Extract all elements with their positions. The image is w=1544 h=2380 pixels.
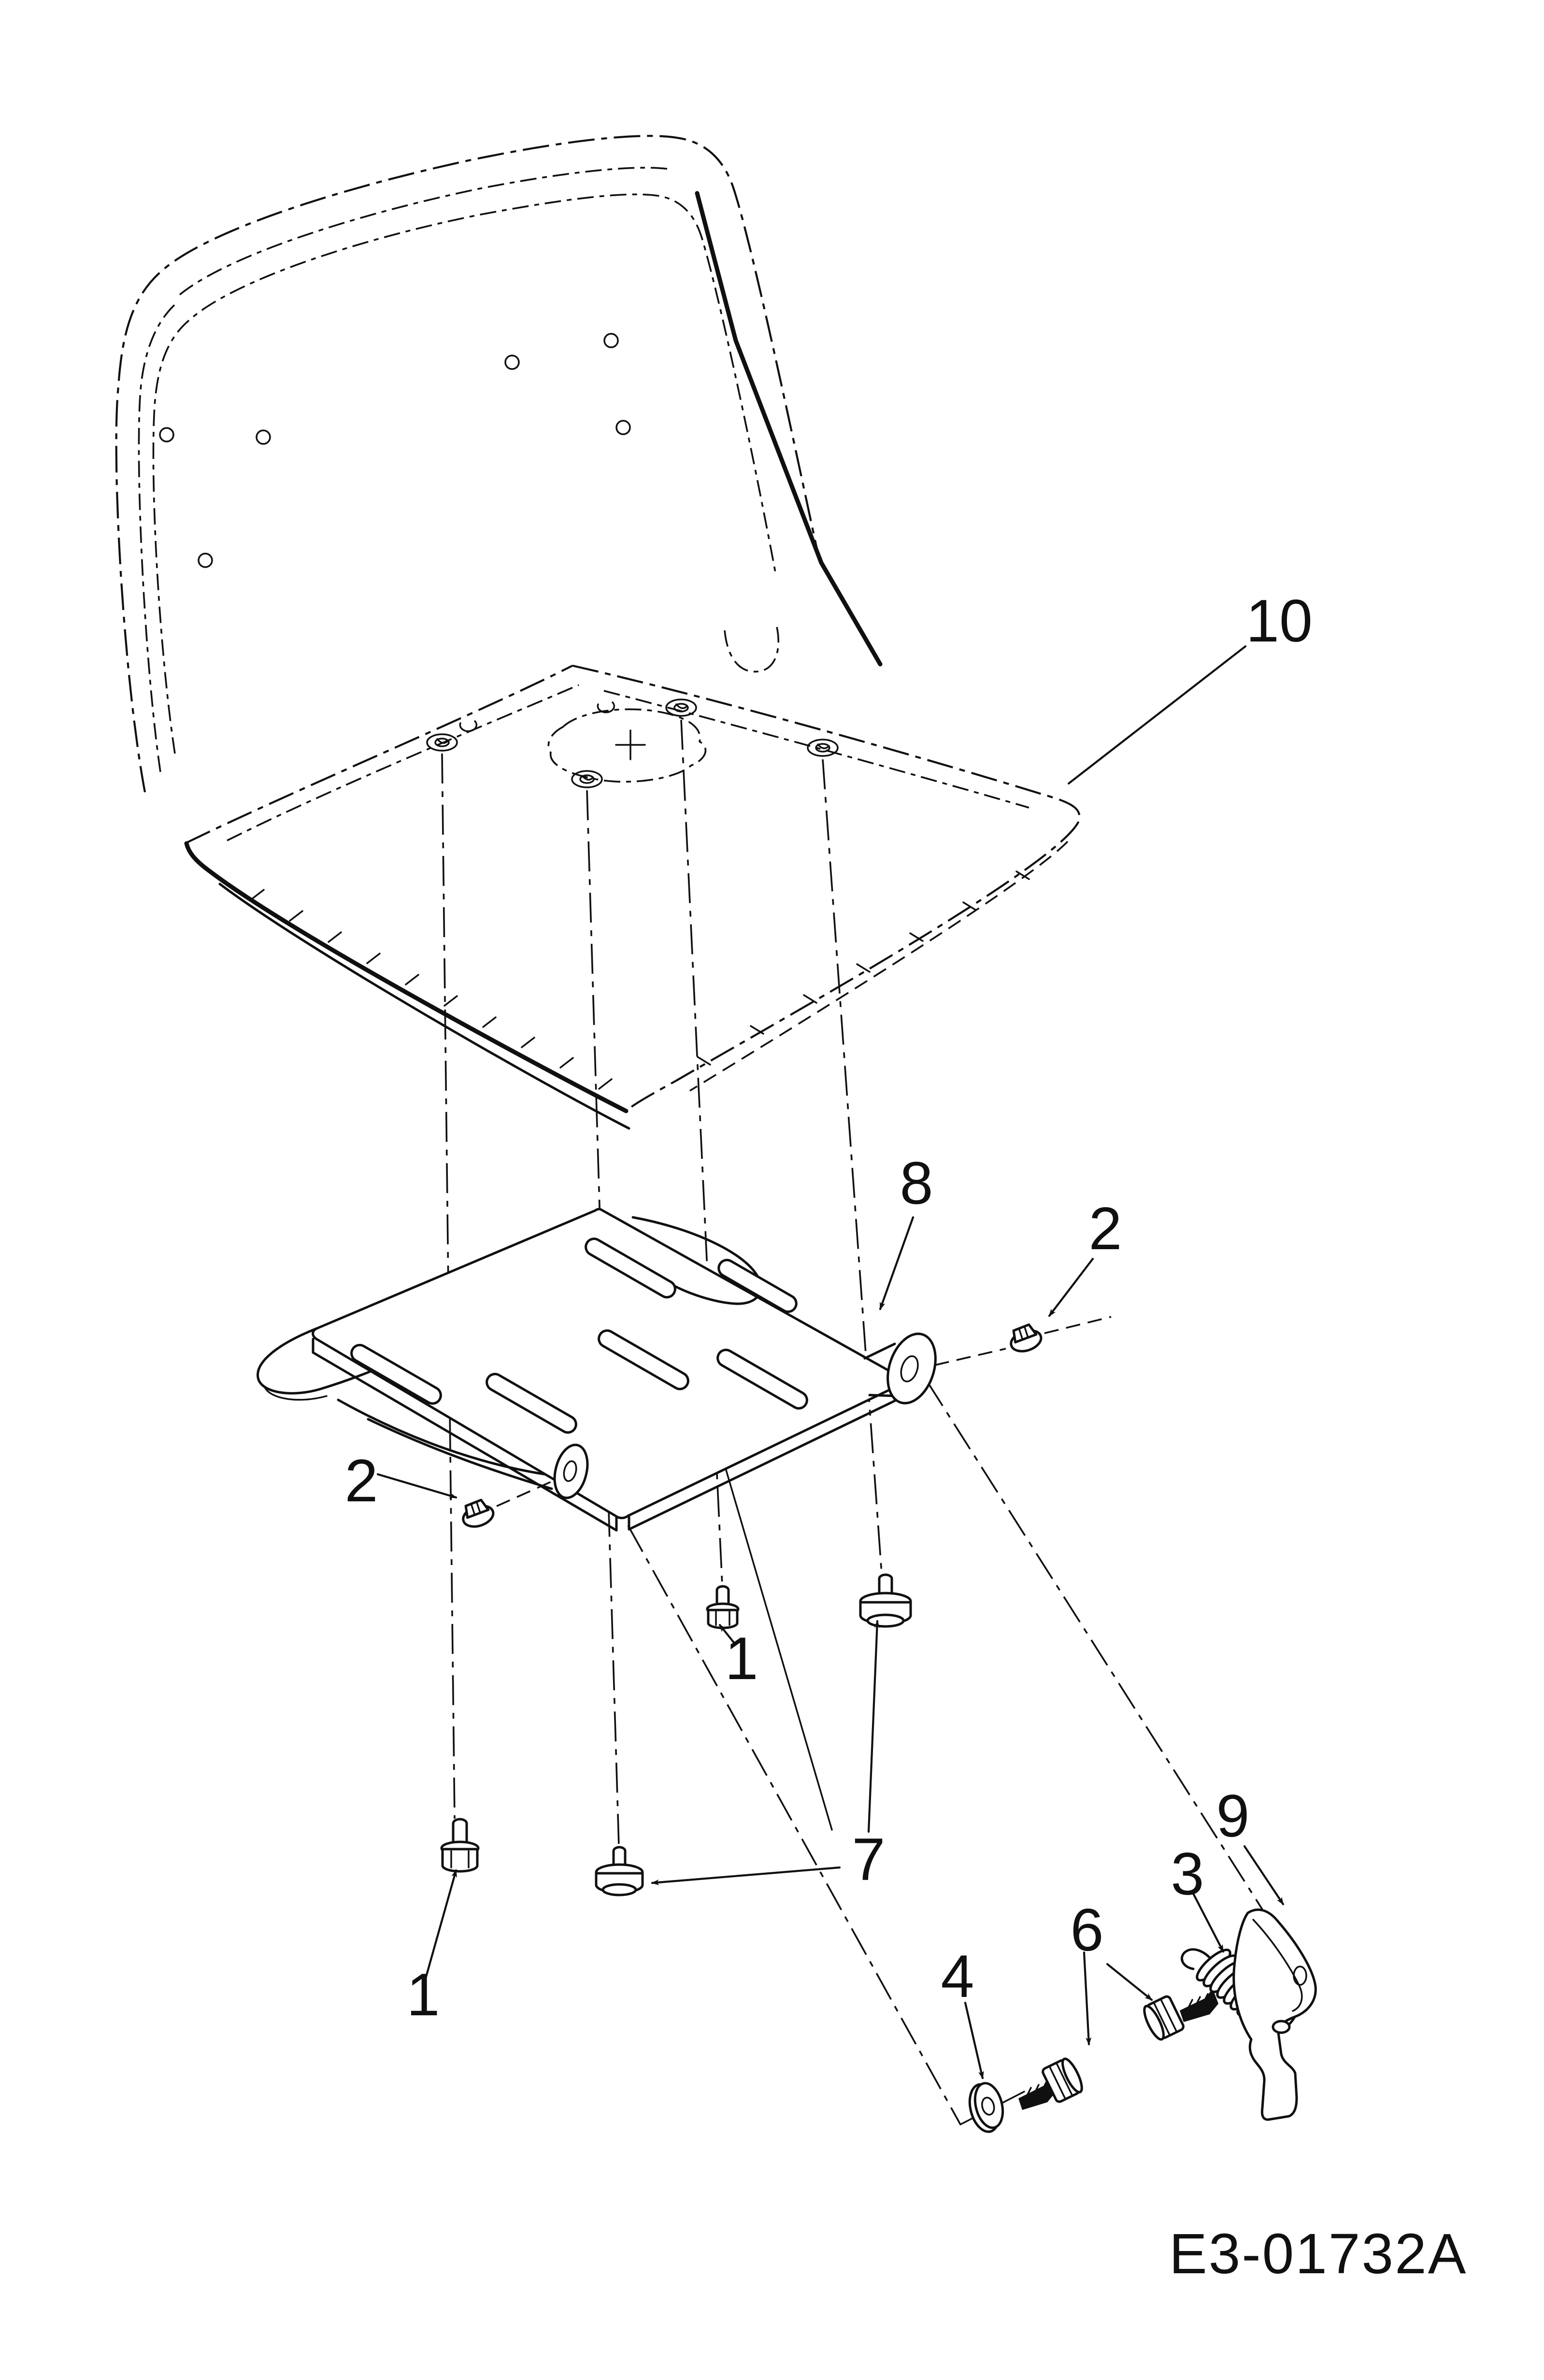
leader-7-up bbox=[869, 1621, 877, 1832]
backrest-inner-line bbox=[153, 194, 775, 754]
lever-outline bbox=[1234, 1910, 1316, 2120]
callout-6: 6 bbox=[1070, 1897, 1104, 1964]
hex-bolt-left bbox=[1018, 2056, 1086, 2110]
callout-1-lower: 1 bbox=[406, 1962, 440, 2028]
backrest-outline bbox=[116, 136, 877, 792]
callout-1-upper: 1 bbox=[725, 1625, 758, 1692]
drawing-number: E3-01732A bbox=[1169, 2222, 1468, 2286]
leader-9 bbox=[1244, 1846, 1283, 1904]
callout-9: 9 bbox=[1216, 1783, 1250, 1850]
seat bbox=[116, 136, 1080, 1128]
flange-nut-left bbox=[459, 1497, 496, 1530]
leader-10 bbox=[1069, 646, 1245, 784]
leader-1-lower bbox=[426, 1870, 456, 1977]
callout-7: 7 bbox=[852, 1826, 886, 1893]
grommet-bolt-right bbox=[860, 1575, 911, 1626]
backrest-right-solid-edge bbox=[697, 193, 880, 664]
backrest-top-edge-line bbox=[180, 168, 669, 295]
pan-front-right-edge-lower bbox=[690, 841, 1068, 1091]
hex-bolt-right bbox=[1141, 1988, 1218, 2042]
flange-nut-right bbox=[1007, 1322, 1044, 1354]
lever-bracket bbox=[1234, 1910, 1316, 2120]
grommet-bolt-center bbox=[596, 1847, 643, 1895]
pan-edge-hatching bbox=[251, 890, 612, 1089]
bracket-right-ear bbox=[879, 1327, 944, 1409]
callout-3: 3 bbox=[1171, 1841, 1204, 1908]
pan-mount-holes bbox=[427, 699, 838, 787]
leader-4 bbox=[965, 2003, 983, 2078]
leader-2-right bbox=[1049, 1259, 1093, 1316]
callout-2-right: 2 bbox=[1088, 1196, 1122, 1262]
diagonal-to-lever bbox=[927, 1381, 1302, 1972]
seat-corner-post bbox=[725, 627, 778, 671]
shoulder-bolt-middle bbox=[707, 1586, 738, 1628]
pan-front-left-edge bbox=[186, 843, 626, 1111]
spring-anchor bbox=[1273, 2021, 1289, 2033]
callout-2-left: 2 bbox=[344, 1448, 378, 1514]
callout-4: 4 bbox=[941, 1943, 974, 2010]
leader-8 bbox=[880, 1217, 913, 1309]
leader-6-left bbox=[1084, 1952, 1089, 2044]
leader-2-left bbox=[378, 1474, 456, 1497]
pan-outline bbox=[186, 666, 1079, 1111]
backrest-left-edge-line bbox=[139, 302, 178, 772]
leader-6-right bbox=[1107, 1964, 1152, 2000]
backrest-holes bbox=[160, 334, 630, 567]
pan-small-holes bbox=[460, 702, 614, 731]
pan-inner-line bbox=[227, 685, 1029, 841]
pan-center-cross bbox=[616, 730, 645, 759]
callout-10: 10 bbox=[1246, 588, 1313, 655]
washer bbox=[965, 2081, 1008, 2135]
shoulder-bolt-left bbox=[442, 1819, 478, 1871]
callout-8: 8 bbox=[900, 1150, 933, 1217]
leader-7-left bbox=[652, 1867, 840, 1883]
